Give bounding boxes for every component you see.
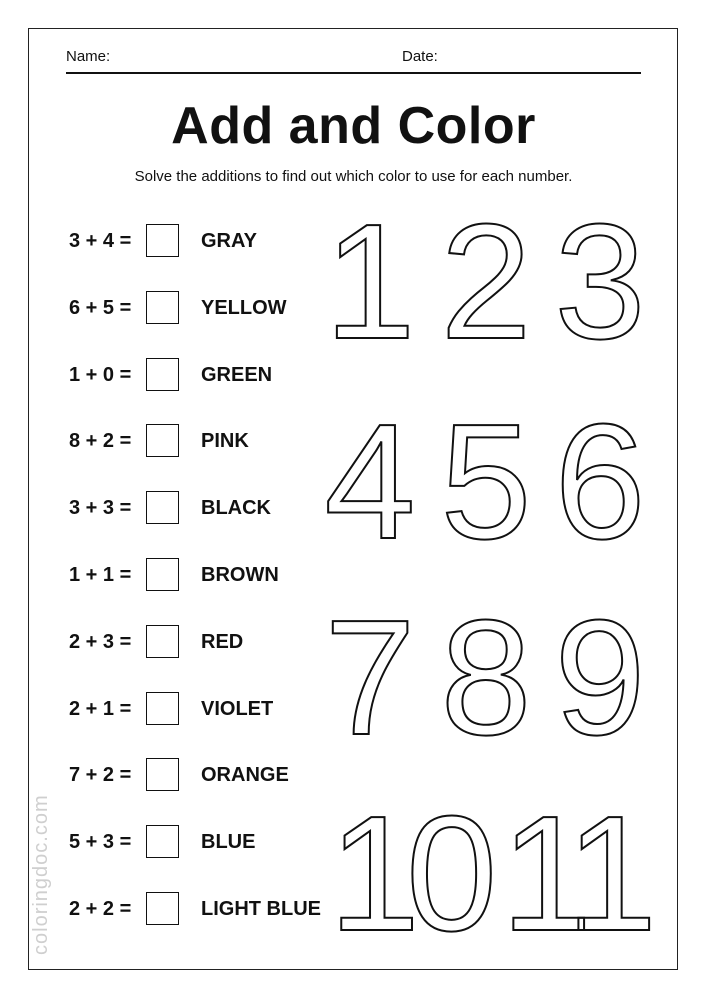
addition-equation: 3 + 4 = <box>69 230 132 252</box>
problem-row <box>66 424 346 460</box>
outline-number[interactable]: 10 <box>328 782 484 940</box>
outline-number[interactable]: 1 <box>324 200 416 373</box>
problem-row <box>66 825 346 861</box>
problem-row <box>66 224 346 260</box>
addition-equation: 2 + 1 = <box>69 697 132 720</box>
problem-row <box>66 692 346 728</box>
outline-number[interactable]: 8 <box>440 586 532 769</box>
color-name: BLUE <box>201 831 256 854</box>
addition-equation: 3 + 3 = <box>69 497 132 520</box>
outline-number[interactable]: 9 <box>554 586 646 769</box>
addition-equation: 6 + 5 = <box>69 296 132 319</box>
outline-number[interactable]: 4 <box>324 390 416 573</box>
problem-row <box>66 491 346 527</box>
date-label: Date: <box>402 48 438 65</box>
addition-equation: 2 + 2 = <box>69 898 132 920</box>
problem-row <box>66 758 346 794</box>
addition-equation: 1 + 0 = <box>69 363 132 386</box>
problem-row <box>66 625 346 661</box>
color-name: BROWN <box>201 564 279 586</box>
problem-row <box>66 291 346 327</box>
answer-box[interactable] <box>146 758 179 791</box>
addition-equation: 5 + 3 = <box>69 831 132 854</box>
answer-box[interactable] <box>146 825 179 858</box>
outline-number[interactable]: 7 <box>324 586 416 769</box>
answer-box[interactable] <box>146 625 179 658</box>
name-date-line <box>66 72 641 74</box>
answer-box[interactable] <box>146 692 179 725</box>
color-name: BLACK <box>201 497 271 520</box>
color-name: PINK <box>201 430 249 453</box>
outline-numbers <box>320 200 660 940</box>
problem-row <box>66 892 346 928</box>
addition-equation: 2 + 3 = <box>69 630 132 653</box>
outline-number[interactable]: 2 <box>440 200 532 373</box>
answer-box[interactable] <box>146 224 179 257</box>
answer-box[interactable] <box>146 291 179 324</box>
addition-equation: 8 + 2 = <box>69 430 132 453</box>
answer-box[interactable] <box>146 558 179 591</box>
outline-number[interactable]: 5 <box>440 390 532 573</box>
color-name: RED <box>201 630 244 653</box>
problem-row <box>66 558 346 594</box>
answer-box[interactable] <box>146 491 179 524</box>
color-name: VIOLET <box>201 697 274 720</box>
color-name: GREEN <box>201 363 273 386</box>
name-label: Name: <box>66 48 111 65</box>
addition-equation: 7 + 2 = <box>69 764 132 787</box>
answer-box[interactable] <box>146 892 179 925</box>
watermark: coloringdoc.com <box>30 794 52 955</box>
color-name: YELLOW <box>201 296 287 319</box>
answer-box[interactable] <box>146 424 179 457</box>
outline-number[interactable]: 6 <box>554 390 646 573</box>
color-name: GRAY <box>201 230 257 252</box>
color-name: LIGHT BLUE <box>201 898 321 920</box>
addition-equation: 1 + 1 = <box>69 564 132 586</box>
answer-box[interactable] <box>146 358 179 391</box>
outline-number[interactable]: 11 <box>500 782 644 940</box>
color-name: ORANGE <box>201 764 289 787</box>
problem-row <box>66 358 346 394</box>
outline-number[interactable]: 3 <box>554 200 646 373</box>
instructions: Solve the additions to find out which color to use for each number. <box>134 168 573 185</box>
page-title: Add and Color <box>171 97 536 155</box>
